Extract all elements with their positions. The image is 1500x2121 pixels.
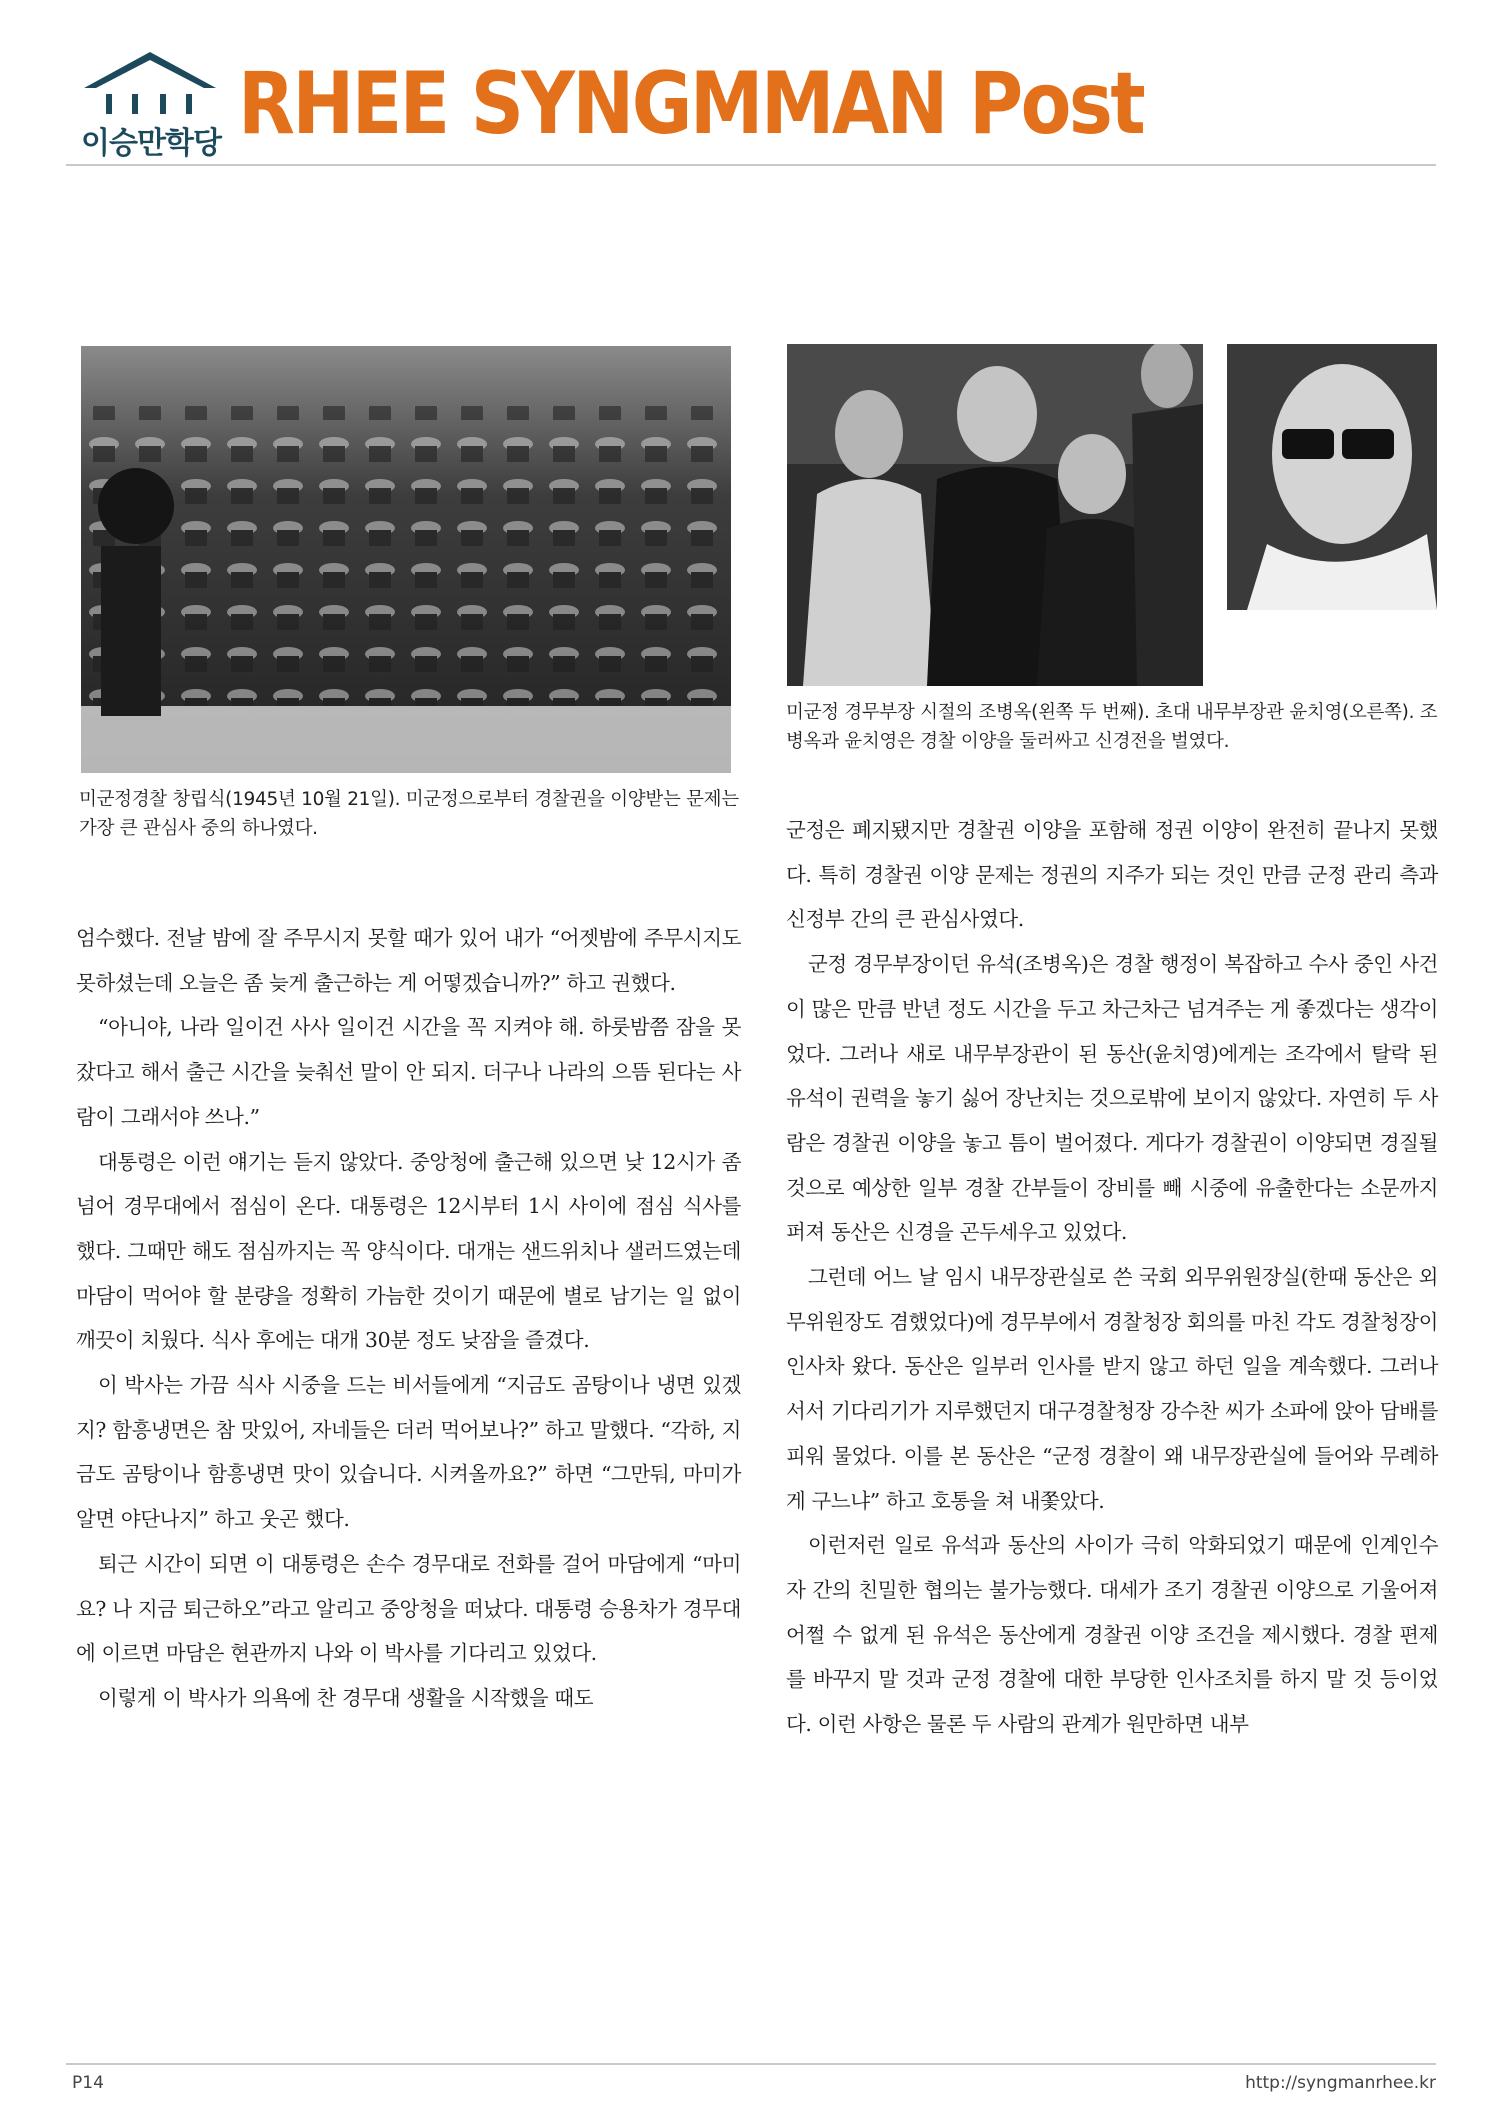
- header-divider: [66, 164, 1436, 166]
- page-number: P14: [72, 2073, 104, 2093]
- paragraph: 이렇게 이 박사가 의욕에 찬 경무대 생활을 시작했을 때도: [98, 1685, 594, 1710]
- logo-text: 이승만학당: [81, 126, 221, 161]
- page-title: RHEE SYNGMMAN Post: [238, 54, 1144, 154]
- paragraph: “아니야, 나라 일이건 사사 일이건 시간을 꼭 지켜야 해. 하룻밤쯤 잠을 못 잤다고 해서 출근 시간을 늦춰선 말이 안 되지. 더구나 나라의 으뜸 된다는 사람이 그래서야 쓰나.”: [76, 1015, 741, 1129]
- photo-caption-left: 미군정경찰 창립식(1945년 10월 21일). 미군정으로부터 경찰권을 이양받는 문제는 가장 큰 관심사 중의 하나였다.: [79, 789, 739, 839]
- house-logo-icon: [80, 48, 220, 118]
- article-column-left: [76, 916, 741, 1721]
- footer-divider: [66, 2063, 1436, 2065]
- yoon-chi-young-portrait-photo: [1227, 344, 1437, 610]
- paragraph: 퇴근 시간이 되면 이 대통령은 손수 경무대로 전화를 걸어 마담에게 “마미요? 나 지금 퇴근하오”라고 알리고 중앙청을 떠났다. 대통령 승용차가 경무대에 이르면 마담은 현관까지 나와 이 박사를 기다리고 있었다.: [76, 1551, 741, 1666]
- photo-caption-right: 미군정 경무부장 시절의 조병옥(왼쪽 두 번째). 초대 내무부장관 윤치영(오른쪽). 조병옥과 윤치영은 경찰 이양을 둘러싸고 신경전을 벌였다.: [786, 702, 1438, 752]
- masthead: [66, 48, 1436, 168]
- paragraph: 이 박사는 가끔 식사 시중을 드는 비서들에게 “지금도 곰탕이나 냉면 있겠지? 함흥냉면은 참 맛있어, 자네들은 더러 먹어보나?” 하고 말했다. “각하, 지금도 곰탕이나 함흥냉면 맛이 있습니다. 시켜올까요?” 하면 “그만둬, 마미가 알면 야단나지” 하고 웃곤 했다.: [76, 1373, 741, 1532]
- paragraph: 군정 경무부장이던 유석(조병옥)은 경찰 행정이 복잡하고 수사 중인 사건이 많은 만큼 반년 정도 시간을 두고 차근차근 넘겨주는 게 좋겠다는 생각이었다. 그러나 새로 내무부장관이 된 동산(윤치영)에게는 조각에서 탈락 된 유석이 권력을 놓기 싫어 장난치는 것으로밖에 보이지 않았다. 자연히 두 사람은 경찰권 이양을 놓고 틈이 벌어졌다. 게다가 경찰권이 이양되면 경질될 것으로 예상한 일부 경찰 간부들이 장비를 빼 시중에 유출한다는 소문까지 퍼져 동산은 신경을 곤두세우고 있었다.: [786, 952, 1438, 1245]
- footer-url-link[interactable]: http://syngmanrhee.kr: [1245, 2073, 1436, 2093]
- cho-byung-ok-group-photo: [787, 344, 1203, 686]
- paragraph: 이런저런 일로 유석과 동산의 사이가 극히 악화되었기 때문에 인계인수자 간의 친밀한 협의는 불가능했다. 대세가 조기 경찰권 이양으로 기울어져 어쩔 수 없게 된 유석은 동산에게 경찰권 이양 조건을 제시했다. 경찰 편제를 바꾸지 말 것과 군정 경찰에 대한 부당한 인사조치를 하지 말 것 등이었다. 이런 사항은 물론 두 사람의 관계가 원만하면 내부: [786, 1533, 1438, 1737]
- police-ceremony-photo: [81, 346, 731, 773]
- paragraph: 군정은 폐지됐지만 경찰권 이양을 포함해 정권 이양이 완전히 끝나지 못했다. 특히 경찰권 이양 문제는 정권의 지주가 되는 것인 만큼 군정 관리 측과 신정부 간의 큰 관심사였다.: [786, 818, 1438, 932]
- paragraph: 그런데 어느 날 임시 내무장관실로 쓴 국회 외무위원장실(한때 동산은 외무위원장도 겸했었다)에 경무부에서 경찰청장 회의를 마친 각도 경찰청장이 인사차 왔다. 동산은 일부러 인사를 받지 않고 하던 일을 계속했다. 그러나 서서 기다리기가 지루했던지 대구경찰청장 강수찬 씨가 소파에 앉아 담배를 피워 물었다. 이를 본 동산은 “군정 경찰이 왜 내무장관실에 들어와 무례하게 구느냐” 하고 호통을 쳐 내쫓았다.: [786, 1265, 1438, 1513]
- article-column-right: [786, 808, 1438, 1747]
- paragraph: 대통령은 이런 얘기는 듣지 않았다. 중앙청에 출근해 있으면 낮 12시가 좀 넘어 경무대에서 점심이 온다. 대통령은 12시부터 1시 사이에 점심 식사를 했다. 그때만 해도 점심까지는 꼭 양식이다. 대개는 샌드위치나 샐러드였는데 마담이 먹어야 할 분량을 정확히 가늠한 것이기 때문에 별로 남기는 일 없이 깨끗이 치웠다. 식사 후에는 대개 30분 정도 낮잠을 즐겼다.: [76, 1149, 741, 1353]
- logo: [66, 48, 236, 160]
- paragraph: 엄수했다. 전날 밤에 잘 주무시지 못할 때가 있어 내가 “어젯밤에 주무시지도 못하셨는데 오늘은 좀 늦게 출근하는 게 어떻겠습니까?” 하고 권했다.: [76, 926, 741, 995]
